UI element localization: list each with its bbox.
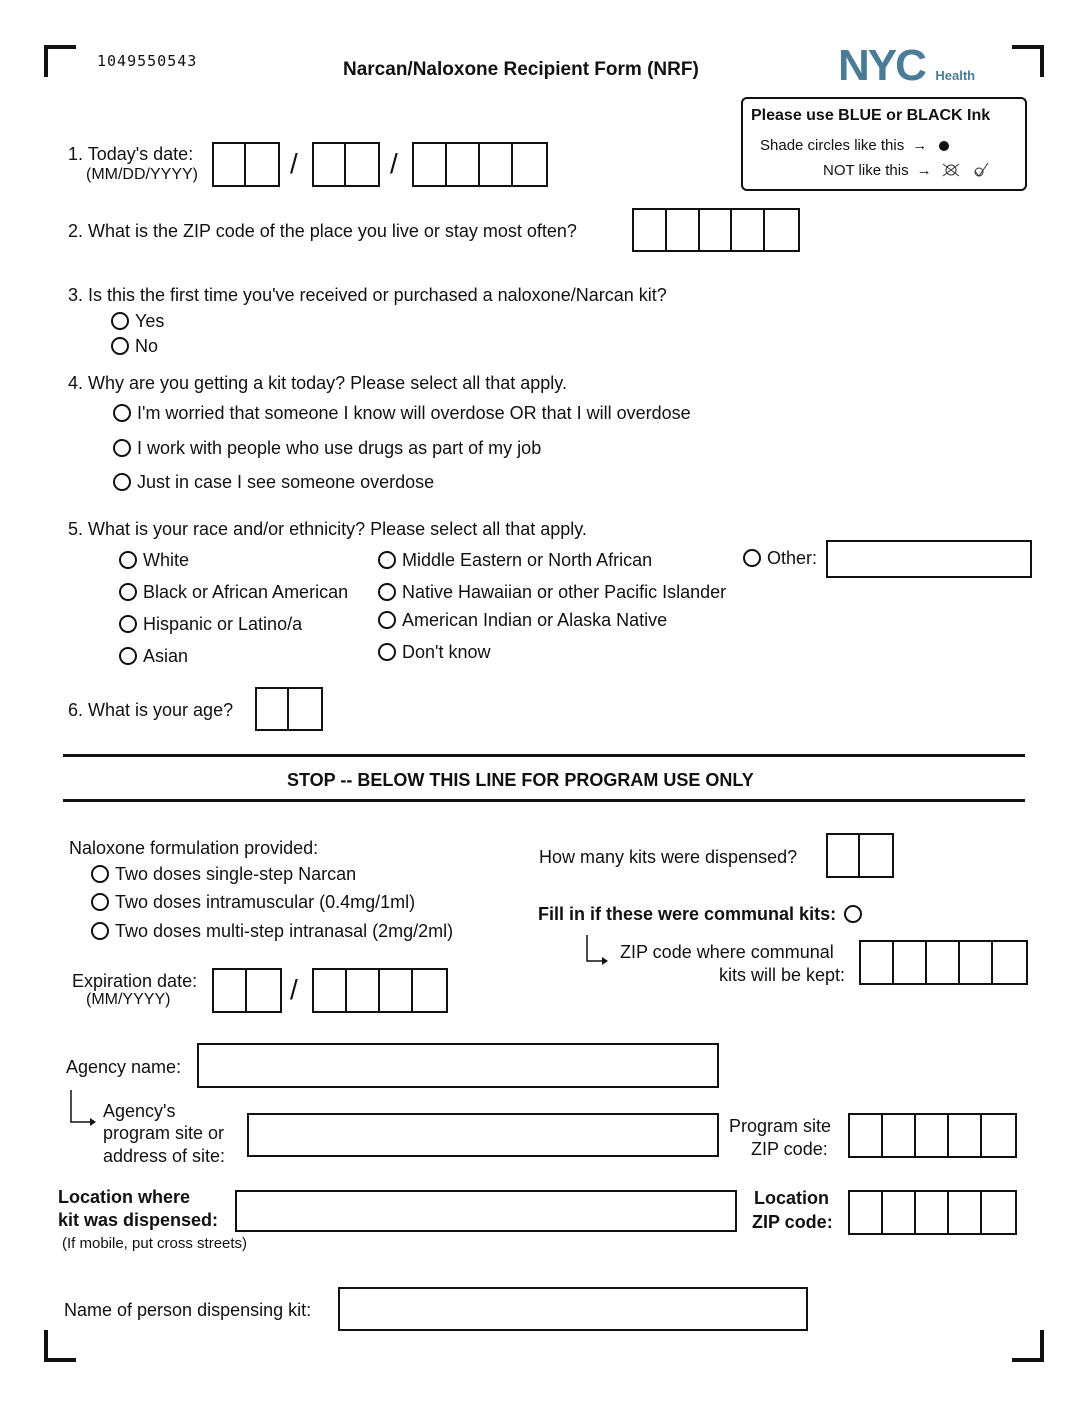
- option-label: White: [143, 550, 190, 570]
- location-zip-line1: Location: [754, 1188, 829, 1208]
- site-label-line2: program site or: [103, 1123, 225, 1143]
- communal-zip-boxes[interactable]: [859, 940, 1028, 985]
- date-day-boxes[interactable]: [312, 142, 380, 187]
- option-label: Other:: [767, 548, 818, 568]
- q5-option-hispanic[interactable]: [119, 615, 302, 633]
- option-label: I'm worried that someone I know will overdose OR that I will overdose: [137, 403, 691, 423]
- option-label: Yes: [135, 311, 165, 331]
- form-title: Narcan/Naloxone Recipient Form (NRF): [343, 59, 699, 80]
- form-number: 1049550543: [97, 52, 198, 70]
- shade-line-text: Shade circles like this: [760, 137, 905, 154]
- radio-circle-icon[interactable]: [113, 439, 131, 457]
- program-site-input[interactable]: [247, 1113, 719, 1157]
- site-label-line3: address of site:: [103, 1146, 226, 1166]
- option-label: Native Hawaiian or other Pacific Islander: [402, 582, 727, 602]
- nyc-health-logo: [838, 41, 976, 90]
- location-zip-line2: ZIP code:: [752, 1212, 833, 1232]
- communal-label: Fill in if these were communal kits:: [538, 904, 837, 924]
- radio-circle-icon[interactable]: [111, 312, 129, 330]
- corner-mark-top-right-icon: [1012, 45, 1044, 77]
- option-label: No: [135, 336, 159, 356]
- q5-option-white[interactable]: [119, 551, 189, 569]
- q5-option-black[interactable]: [119, 583, 348, 601]
- site-label-line1: Agency's: [103, 1101, 176, 1121]
- q5-option-middle-eastern[interactable]: [378, 551, 652, 569]
- q5-option-american-indian[interactable]: [378, 611, 667, 629]
- q1-label: 1. Today's date:: [68, 144, 194, 164]
- corner-mark-bottom-left-icon: [44, 1330, 76, 1362]
- q3-label: 3. Is this the first time you've received or purchased a naloxone/Narcan kit?: [68, 285, 667, 305]
- radio-circle-icon[interactable]: [113, 473, 131, 491]
- filled-circle-icon: [939, 141, 949, 151]
- radio-circle-icon[interactable]: [91, 893, 109, 911]
- radio-circle-icon[interactable]: [119, 647, 137, 665]
- option-label: American Indian or Alaska Native: [402, 610, 668, 630]
- kits-label: How many kits were dispensed?: [539, 847, 798, 867]
- communal-zip-line1: ZIP code where communal: [620, 942, 834, 962]
- formulation-option-intramuscular[interactable]: [91, 893, 415, 911]
- stop-heading: STOP -- BELOW THIS LINE FOR PROGRAM USE ONLY: [287, 770, 754, 790]
- formulation-option-intranasal[interactable]: [91, 922, 453, 940]
- expiration-separator: /: [290, 974, 298, 1005]
- radio-circle-icon[interactable]: [111, 337, 129, 355]
- arrow-elbow-icon: [585, 935, 611, 967]
- option-label: Two doses intramuscular (0.4mg/1ml): [115, 892, 416, 912]
- radio-circle-icon[interactable]: [844, 905, 862, 923]
- radio-circle-icon[interactable]: [113, 404, 131, 422]
- radio-circle-icon[interactable]: [119, 551, 137, 569]
- radio-circle-icon[interactable]: [119, 615, 137, 633]
- radio-circle-icon[interactable]: [378, 611, 396, 629]
- option-label: Just in case I see someone overdose: [137, 472, 435, 492]
- radio-circle-icon[interactable]: [119, 583, 137, 601]
- q2-label: 2. What is the ZIP code of the place you live or stay most often?: [68, 221, 577, 241]
- arrow-right-icon: →: [912, 137, 928, 154]
- divider-bottom: [63, 799, 1025, 802]
- kits-count-boxes[interactable]: [826, 833, 894, 878]
- date-separator: /: [390, 148, 398, 179]
- date-separator: /: [290, 148, 298, 179]
- q5-option-other[interactable]: [743, 549, 817, 567]
- q5-option-dont-know[interactable]: [378, 643, 490, 661]
- arrow-elbow-icon: [69, 1090, 99, 1130]
- formulation-option-narcan[interactable]: [91, 865, 356, 883]
- shade-line: [760, 138, 949, 153]
- option-label: I work with people who use drugs as part of my job: [137, 438, 542, 458]
- date-month-boxes[interactable]: [212, 142, 280, 187]
- radio-circle-icon[interactable]: [743, 549, 761, 567]
- radio-circle-icon[interactable]: [378, 551, 396, 569]
- formulation-label: Naloxone formulation provided:: [69, 838, 319, 858]
- agency-label: Agency name:: [66, 1057, 182, 1077]
- crossed-circle-icon: [940, 162, 962, 178]
- expiration-hint: (MM/YYYY): [86, 991, 171, 1008]
- expiration-label: Expiration date:: [72, 971, 198, 991]
- q3-option-no[interactable]: [111, 337, 158, 355]
- ink-title: Please use BLUE or BLACK Ink: [751, 107, 991, 124]
- q5-option-asian[interactable]: [119, 647, 188, 665]
- age-boxes[interactable]: [255, 687, 323, 731]
- radio-circle-icon[interactable]: [91, 865, 109, 883]
- radio-circle-icon[interactable]: [91, 922, 109, 940]
- expiration-month-boxes[interactable]: [212, 968, 282, 1013]
- option-label: Don't know: [402, 642, 491, 662]
- logo-text: NYC: [838, 41, 925, 90]
- location-zip-boxes[interactable]: [848, 1190, 1017, 1235]
- option-label: Asian: [143, 646, 189, 666]
- option-label: Two doses multi-step intranasal (2mg/2ml): [115, 921, 454, 941]
- corner-mark-top-left-icon: [44, 45, 76, 77]
- not-line-text: NOT like this: [823, 161, 909, 179]
- option-label: Black or African American: [143, 582, 349, 602]
- checked-circle-icon: [970, 162, 992, 178]
- option-label: Hispanic or Latino/a: [143, 614, 303, 634]
- dispenser-label: Name of person dispensing kit:: [64, 1300, 312, 1320]
- q5-option-pacific-islander[interactable]: [378, 583, 726, 601]
- radio-circle-icon[interactable]: [378, 643, 396, 661]
- site-zip-line2: ZIP code:: [751, 1139, 828, 1159]
- divider-top: [63, 754, 1025, 757]
- q1-hint: (MM/DD/YYYY): [86, 166, 198, 183]
- radio-circle-icon[interactable]: [378, 583, 396, 601]
- arrow-right-icon: →: [916, 161, 932, 179]
- option-label: Middle Eastern or North African: [402, 550, 653, 570]
- location-label-line2: kit was dispensed:: [58, 1210, 219, 1230]
- expiration-year-boxes[interactable]: [312, 968, 448, 1013]
- q4-option-worried[interactable]: [113, 404, 691, 422]
- location-hint: (If mobile, put cross streets): [62, 1235, 248, 1252]
- not-line: [823, 162, 992, 178]
- q6-label: 6. What is your age?: [68, 700, 234, 720]
- logo-sub: Health: [935, 68, 976, 83]
- zip-boxes[interactable]: [632, 208, 800, 252]
- dispenser-name-input[interactable]: [338, 1287, 808, 1331]
- communal-zip-line2: kits will be kept:: [719, 965, 846, 985]
- program-site-zip-boxes[interactable]: [848, 1113, 1017, 1158]
- corner-mark-bottom-right-icon: [1012, 1330, 1044, 1362]
- location-label-line1: Location where: [58, 1187, 191, 1207]
- communal-kits-option[interactable]: [538, 905, 868, 923]
- q4-option-work[interactable]: [113, 439, 541, 457]
- q3-option-yes[interactable]: [111, 312, 164, 330]
- other-ethnicity-input[interactable]: [826, 540, 1032, 578]
- q4-option-just-in-case[interactable]: [113, 473, 434, 491]
- date-year-boxes[interactable]: [412, 142, 548, 187]
- q5-label: 5. What is your race and/or ethnicity? Please select all that apply.: [68, 519, 587, 539]
- option-label: Two doses single-step Narcan: [115, 864, 357, 884]
- agency-name-input[interactable]: [197, 1043, 719, 1088]
- site-zip-line1: Program site: [729, 1116, 832, 1136]
- location-dispensed-input[interactable]: [235, 1190, 737, 1232]
- q4-label: 4. Why are you getting a kit today? Please select all that apply.: [68, 373, 567, 393]
